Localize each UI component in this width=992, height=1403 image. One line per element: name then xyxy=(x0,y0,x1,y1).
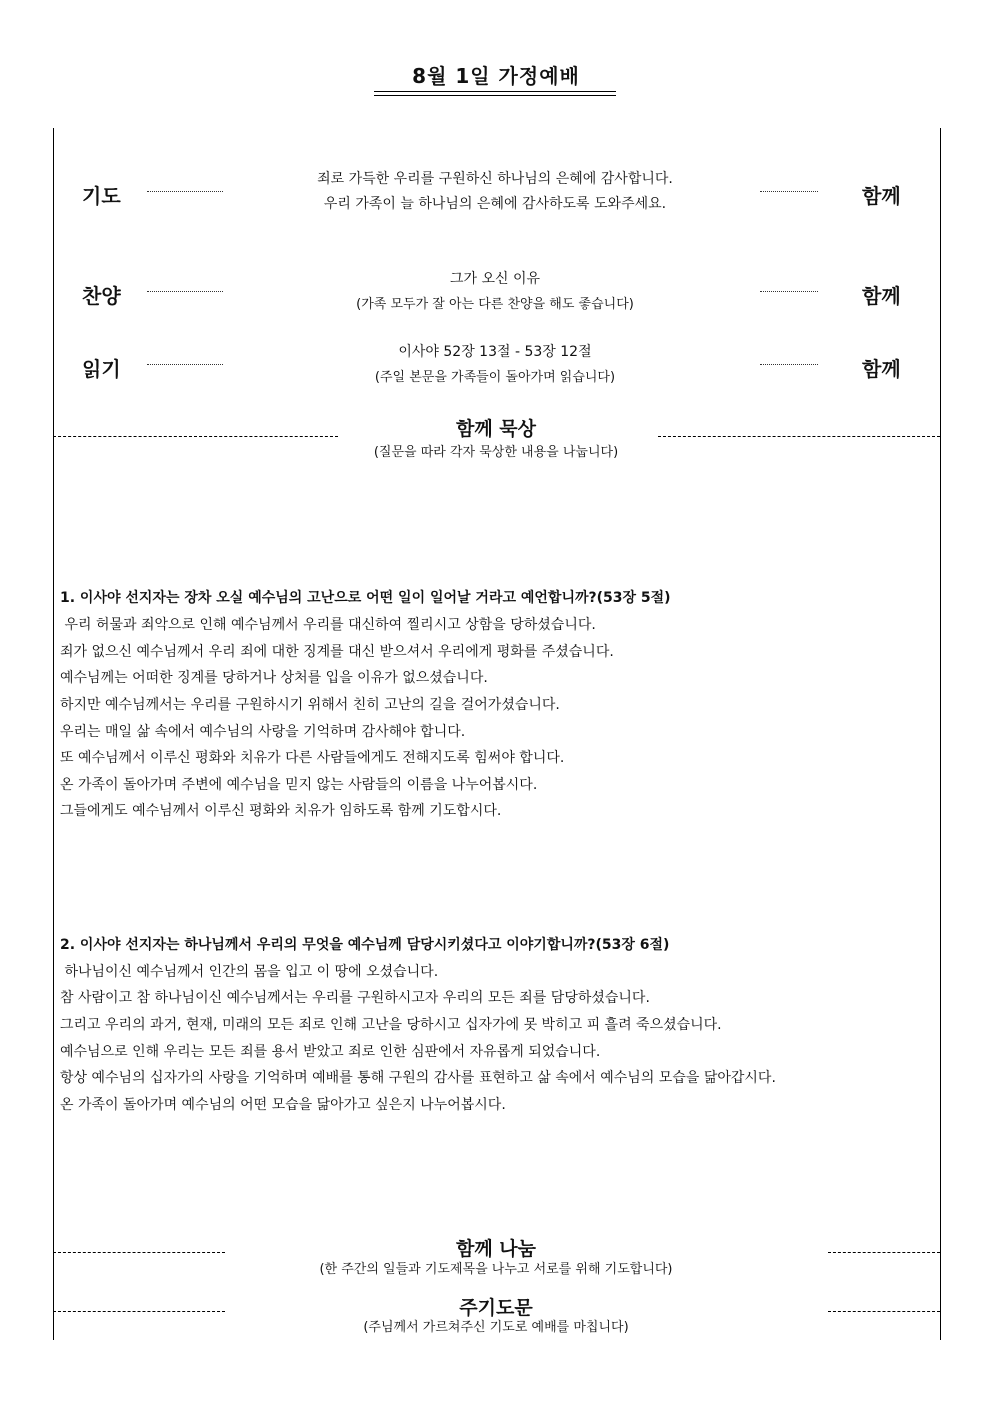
hymn-who: 함께 xyxy=(862,284,901,308)
meditation-subtitle: (질문을 따라 각자 묵상한 내용을 나눕니다) xyxy=(373,445,619,460)
answer-1-line: 죄가 없으신 예수님께서 우리 죄에 대한 징계를 대신 받으셔서 우리에게 평화를 주셨습니다. xyxy=(60,644,614,660)
reading-who: 함께 xyxy=(862,357,901,381)
title-underline-second xyxy=(374,95,616,96)
reading-note: (주일 본문을 가족들이 돌아가며 읽습니다) xyxy=(374,370,616,385)
question-1: 1. 이사야 선지자는 장차 오실 예수님의 고난으로 어떤 일이 일어날 거라고 예언합니까?(53장 5절) xyxy=(60,590,671,606)
answer-2-line: 온 가족이 돌아가며 예수님의 어떤 모습을 닮아가고 싶은지 나누어봅시다. xyxy=(60,1097,506,1113)
answer-2-line: 항상 예수님의 십자가의 사랑을 기억하며 예배를 통해 구원의 감사를 표현하고 삶 속에서 예수님의 모습을 닮아갑시다. xyxy=(60,1070,776,1086)
prayer-label: 기도 xyxy=(82,184,121,208)
closing-right-divider xyxy=(828,1311,940,1312)
question-2: 2. 이사야 선지자는 하나님께서 우리의 무엇을 예수님께 담당시키셨다고 이야기합니까?(53장 6절) xyxy=(60,937,670,953)
prayer-text xyxy=(230,167,760,217)
prayer-line-1: 죄로 가득한 우리를 구원하신 하나님의 은혜에 감사합니다. xyxy=(317,171,673,187)
answer-1-line: 하지만 예수님께서는 우리를 구원하시기 위해서 친히 고난의 길을 걸어가셨습니다. xyxy=(60,697,560,713)
sharing-subtitle: (한 주간의 일들과 기도제목을 나누고 서로를 위해 기도합니다) xyxy=(319,1262,673,1277)
answer-2-line: 그리고 우리의 과거, 현재, 미래의 모든 죄로 인해 고난을 당하시고 십자가에 못 박히고 피 흘려 죽으셨습니다. xyxy=(60,1017,722,1033)
page-title: 8월 1일 가정예배 xyxy=(412,64,580,88)
prayer-left-leader xyxy=(147,191,223,192)
left-border-line xyxy=(53,128,54,1340)
hymn-title: 그가 오신 이유 xyxy=(449,271,541,287)
answer-2-line: 예수님으로 인해 우리는 모든 죄를 용서 받았고 죄로 인한 심판에서 자유롭게 되었습니다. xyxy=(60,1044,601,1060)
reading-text xyxy=(230,340,760,390)
hymn-note: (가족 모두가 잘 아는 다른 찬양을 해도 좋습니다) xyxy=(356,297,634,312)
closing-title: 주기도문 xyxy=(459,1297,533,1319)
meditation-right-divider xyxy=(658,436,940,437)
prayer-right-leader xyxy=(760,191,818,192)
right-border-line xyxy=(940,128,941,1340)
sharing-title: 함께 나눔 xyxy=(455,1238,537,1260)
hymn-text xyxy=(230,267,760,317)
answer-1-line: 우리는 매일 삶 속에서 예수님의 사랑을 기억하며 감사해야 합니다. xyxy=(60,724,466,740)
hymn-right-leader xyxy=(760,291,818,292)
reading-label: 읽기 xyxy=(82,357,121,381)
answer-1-line: 우리 허물과 죄악으로 인해 예수님께서 우리를 대신하여 찔리시고 상함을 당하셨습니다. xyxy=(60,617,596,633)
answer-1-line: 온 가족이 돌아가며 주변에 예수님을 믿지 않는 사람들의 이름을 나누어봅시다. xyxy=(60,777,538,793)
reading-left-leader xyxy=(147,364,223,365)
prayer-line-2: 우리 가족이 늘 하나님의 은혜에 감사하도록 도와주세요. xyxy=(323,196,667,212)
reading-right-leader xyxy=(760,364,818,365)
answer-2-line: 참 사람이고 참 하나님이신 예수님께서는 우리를 구원하시고자 우리의 모든 죄를 담당하셨습니다. xyxy=(60,990,650,1006)
hymn-label: 찬양 xyxy=(82,284,121,308)
hymn-left-leader xyxy=(147,291,223,292)
answer-1-line: 예수님께는 어떠한 징계를 당하거나 상처를 입을 이유가 없으셨습니다. xyxy=(60,670,488,686)
answer-2-line: 하나님이신 예수님께서 인간의 몸을 입고 이 땅에 오셨습니다. xyxy=(60,964,439,980)
title-underline xyxy=(374,91,616,92)
closing-subtitle: (주님께서 가르쳐주신 기도로 예배를 마칩니다) xyxy=(363,1320,629,1335)
answer-1-line: 또 예수님께서 이루신 평화와 치유가 다른 사람들에게도 전해지도록 힘써야 합니다. xyxy=(60,750,565,766)
answer-1-line: 그들에게도 예수님께서 이루신 평화와 치유가 임하도록 함께 기도합시다. xyxy=(60,803,502,819)
sharing-right-divider xyxy=(828,1252,940,1253)
prayer-who: 함께 xyxy=(862,184,901,208)
reading-passage: 이사야 52장 13절 - 53장 12절 xyxy=(398,344,592,360)
meditation-title: 함께 묵상 xyxy=(455,418,537,440)
